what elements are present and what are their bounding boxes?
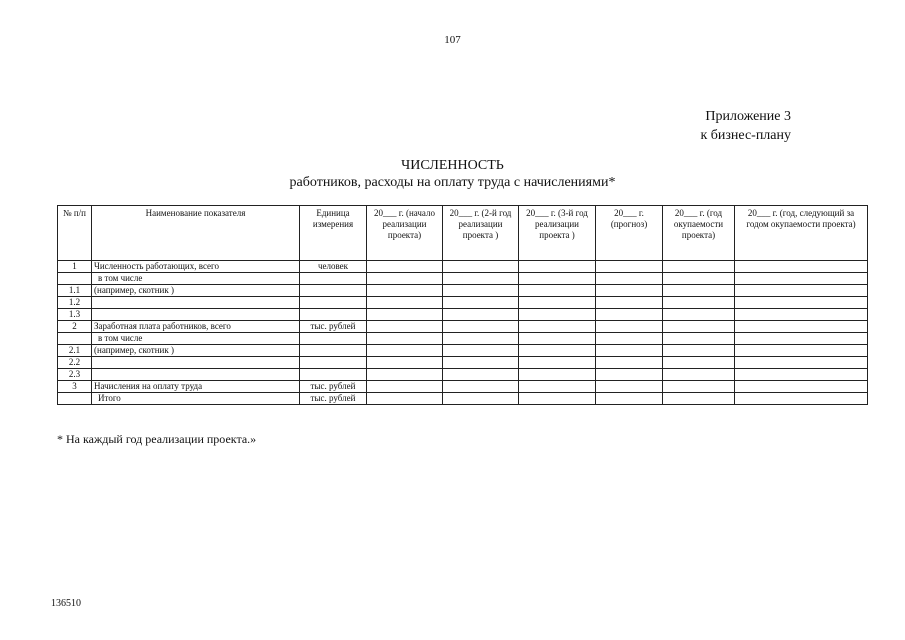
unit-cell: [300, 369, 367, 381]
table-row: [58, 357, 868, 369]
year-value-cell: [663, 297, 735, 309]
year-value-cell: [519, 333, 596, 345]
indicator-name-cell: [92, 357, 300, 369]
header-cell: 20___ г. (3-й год реализации проекта ): [519, 206, 596, 261]
table-row: [58, 297, 868, 309]
row-number-cell: [58, 333, 92, 345]
row-number-cell: 1: [58, 261, 92, 273]
unit-cell: тыс. рублей: [300, 381, 367, 393]
year-value-cell: [443, 273, 519, 285]
unit-cell: человек: [300, 261, 367, 273]
header-cell: 20___ г. (начало реализации проекта): [367, 206, 443, 261]
year-value-cell: [367, 261, 443, 273]
header-cell: № п/п: [58, 206, 92, 261]
table-header-row: [58, 206, 868, 261]
year-value-cell: [663, 309, 735, 321]
year-value-cell: [443, 333, 519, 345]
row-number-cell: 1.1: [58, 285, 92, 297]
table-row: [58, 285, 868, 297]
row-number-cell: 1.3: [58, 309, 92, 321]
appendix-line-2: к бизнес-плану: [700, 128, 791, 143]
table-row: [58, 321, 868, 333]
unit-cell: [300, 357, 367, 369]
year-value-cell: [596, 297, 663, 309]
indicator-name-cell: Численность работающих, всего: [92, 261, 300, 273]
year-value-cell: [443, 285, 519, 297]
unit-cell: [300, 273, 367, 285]
year-value-cell: [367, 393, 443, 405]
year-value-cell: [443, 309, 519, 321]
year-value-cell: [735, 369, 868, 381]
title-line-2: работников, расходы на оплату труда с начислениями*: [289, 175, 616, 190]
indicator-name-cell: [92, 369, 300, 381]
table-row: [58, 273, 868, 285]
header-cell: 20___ г. (год, следующий за годом окупаемости проекта): [735, 206, 868, 261]
header-cell: 20___ г. (прогноз): [596, 206, 663, 261]
row-number-cell: 2.1: [58, 345, 92, 357]
year-value-cell: [519, 393, 596, 405]
year-value-cell: [443, 357, 519, 369]
page-number: 107: [444, 34, 461, 46]
year-value-cell: [735, 357, 868, 369]
year-value-cell: [663, 273, 735, 285]
row-number-cell: 2.3: [58, 369, 92, 381]
appendix-line-1: Приложение 3: [705, 109, 791, 124]
row-number-cell: [58, 273, 92, 285]
header-cell: Единица измерения: [300, 206, 367, 261]
year-value-cell: [443, 297, 519, 309]
year-value-cell: [596, 285, 663, 297]
row-number-cell: 2: [58, 321, 92, 333]
table-row: [58, 309, 868, 321]
year-value-cell: [367, 285, 443, 297]
document-code: 136510: [51, 598, 81, 609]
year-value-cell: [367, 309, 443, 321]
indicator-name-cell: в том числе: [92, 333, 300, 345]
year-value-cell: [735, 321, 868, 333]
year-value-cell: [596, 357, 663, 369]
year-value-cell: [735, 273, 868, 285]
year-value-cell: [519, 261, 596, 273]
year-value-cell: [596, 381, 663, 393]
year-value-cell: [596, 369, 663, 381]
year-value-cell: [443, 393, 519, 405]
indicator-name-cell: [92, 297, 300, 309]
unit-cell: [300, 345, 367, 357]
year-value-cell: [735, 393, 868, 405]
year-value-cell: [735, 345, 868, 357]
year-value-cell: [663, 321, 735, 333]
header-cell: 20___ г. (2-й год реализации проекта ): [443, 206, 519, 261]
table-body: [58, 261, 868, 405]
year-value-cell: [663, 333, 735, 345]
year-value-cell: [367, 357, 443, 369]
row-number-cell: [58, 393, 92, 405]
year-value-cell: [735, 333, 868, 345]
document-title: [0, 157, 905, 191]
year-value-cell: [367, 297, 443, 309]
indicator-name-cell: Итого: [92, 393, 300, 405]
year-value-cell: [735, 261, 868, 273]
indicator-name-cell: [92, 309, 300, 321]
year-value-cell: [663, 393, 735, 405]
table-row: [58, 333, 868, 345]
unit-cell: [300, 285, 367, 297]
year-value-cell: [663, 357, 735, 369]
indicator-name-cell: Заработная плата работников, всего: [92, 321, 300, 333]
table-row: [58, 261, 868, 273]
table-row: [58, 381, 868, 393]
indicator-name-cell: (например, скотник ): [92, 285, 300, 297]
year-value-cell: [367, 345, 443, 357]
year-value-cell: [443, 381, 519, 393]
header-cell: 20___ г. (год окупаемости проекта): [663, 206, 735, 261]
year-value-cell: [367, 273, 443, 285]
year-value-cell: [735, 309, 868, 321]
table-row: [58, 393, 868, 405]
footnote: * На каждый год реализации проекта.»: [57, 432, 257, 446]
year-value-cell: [735, 285, 868, 297]
year-value-cell: [663, 381, 735, 393]
indicator-name-cell: (например, скотник ): [92, 345, 300, 357]
year-value-cell: [367, 321, 443, 333]
year-value-cell: [519, 321, 596, 333]
unit-cell: [300, 297, 367, 309]
year-value-cell: [519, 309, 596, 321]
indicator-name-cell: в том числе: [92, 273, 300, 285]
year-value-cell: [519, 345, 596, 357]
staff-table: [57, 205, 868, 405]
unit-cell: [300, 333, 367, 345]
year-value-cell: [519, 285, 596, 297]
table-row: [58, 369, 868, 381]
year-value-cell: [596, 333, 663, 345]
header-cell: Наименование показателя: [92, 206, 300, 261]
year-value-cell: [596, 393, 663, 405]
row-number-cell: 2.2: [58, 357, 92, 369]
year-value-cell: [443, 345, 519, 357]
row-number-cell: 3: [58, 381, 92, 393]
indicator-name-cell: Начисления на оплату труда: [92, 381, 300, 393]
year-value-cell: [519, 381, 596, 393]
year-value-cell: [663, 285, 735, 297]
year-value-cell: [596, 309, 663, 321]
year-value-cell: [519, 297, 596, 309]
year-value-cell: [735, 297, 868, 309]
year-value-cell: [663, 369, 735, 381]
unit-cell: [300, 309, 367, 321]
year-value-cell: [443, 321, 519, 333]
year-value-cell: [596, 273, 663, 285]
unit-cell: тыс. рублей: [300, 321, 367, 333]
year-value-cell: [735, 381, 868, 393]
year-value-cell: [663, 345, 735, 357]
year-value-cell: [443, 369, 519, 381]
year-value-cell: [519, 273, 596, 285]
year-value-cell: [367, 333, 443, 345]
table-row: [58, 345, 868, 357]
year-value-cell: [519, 369, 596, 381]
year-value-cell: [663, 261, 735, 273]
appendix-note: [700, 107, 791, 145]
year-value-cell: [596, 261, 663, 273]
year-value-cell: [596, 321, 663, 333]
row-number-cell: 1.2: [58, 297, 92, 309]
year-value-cell: [596, 345, 663, 357]
year-value-cell: [443, 261, 519, 273]
unit-cell: тыс. рублей: [300, 393, 367, 405]
year-value-cell: [367, 369, 443, 381]
title-line-1: ЧИСЛЕННОСТЬ: [401, 158, 504, 173]
year-value-cell: [367, 381, 443, 393]
year-value-cell: [519, 357, 596, 369]
